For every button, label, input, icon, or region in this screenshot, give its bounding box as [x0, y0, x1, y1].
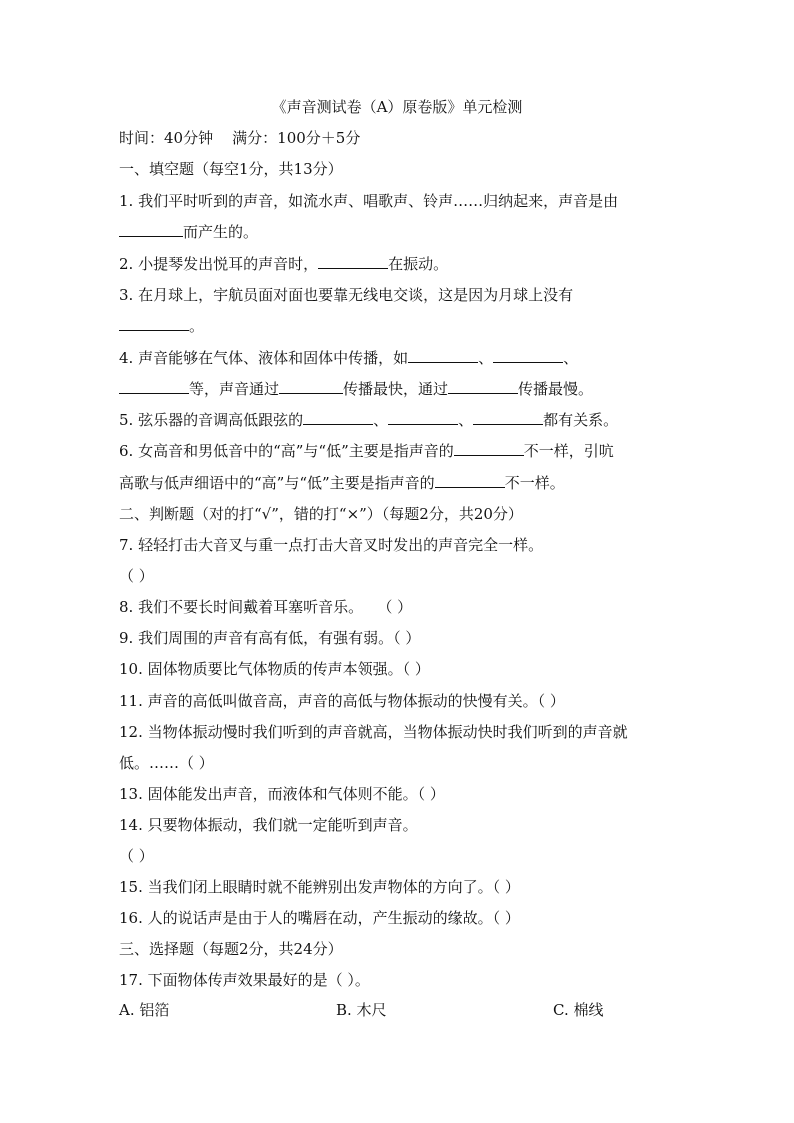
answer-blank[interactable]	[119, 316, 189, 331]
answer-parentheses[interactable]: （ ）	[393, 629, 421, 647]
answer-blank[interactable]	[493, 348, 563, 363]
answer-blank[interactable]	[279, 379, 343, 394]
time-label: 时间：40分钟	[119, 129, 214, 147]
question-6-line-1	[119, 441, 614, 461]
question-text: 15. 当我们闭上眼睛时就不能辨别出发声物体的方向了。	[119, 878, 493, 896]
question-text: 4. 声音能够在气体、液体和固体中传播，如	[119, 349, 409, 367]
answer-parentheses[interactable]: （ ）	[119, 847, 154, 865]
answer-blank[interactable]	[119, 222, 183, 237]
question-text: 不一样，引吭	[523, 442, 614, 460]
page-title: 《声音测试卷（A）原卷版》单元检测	[271, 98, 523, 116]
section-heading-fill-blank: 一、填空题（每空1分，共13分）	[119, 160, 343, 178]
question-12-line-2	[119, 753, 214, 773]
question-text: 8. 我们不要长时间戴着耳塞听音乐。	[119, 598, 364, 616]
question-9	[119, 628, 420, 648]
question-13	[119, 784, 445, 804]
answer-blank[interactable]	[435, 473, 505, 488]
question-text: 低。……	[119, 754, 180, 772]
question-text: 10. 固体物质要比气体物质的传声本领强。	[119, 660, 403, 678]
answer-blank[interactable]	[119, 379, 189, 394]
separator: 、	[563, 349, 579, 367]
answer-blank[interactable]	[448, 379, 518, 394]
question-4-line-2	[119, 379, 593, 399]
answer-blank[interactable]	[388, 410, 458, 425]
question-3-line-1: 3. 在月球上，宇航员面对面也要靠无线电交谈，这是因为月球上没有	[119, 286, 574, 304]
question-text: 5. 弦乐器的音调高低跟弦的	[119, 411, 304, 429]
option-a[interactable]: A. 铝箔	[119, 1001, 170, 1019]
answer-parentheses[interactable]: （ ）	[537, 692, 565, 710]
question-12-line-1: 12. 当物体振动慢时我们听到的声音就高，当物体振动快时我们听到的声音就	[119, 723, 628, 741]
separator: 、	[458, 411, 474, 429]
answer-parentheses[interactable]: （ ）	[492, 909, 520, 927]
answer-parentheses[interactable]: （ ）	[417, 785, 445, 803]
question-2	[119, 254, 448, 274]
question-17: 17. 下面物体传声效果最好的是（ ）。	[119, 971, 370, 989]
question-15	[119, 877, 520, 897]
question-text: 而产生的。	[183, 223, 259, 241]
question-text: 高歌与低声细语中的“高”与“低”主要是指声音的	[119, 474, 435, 492]
question-16	[119, 908, 520, 928]
question-1-line-1: 1. 我们平时听到的声音，如流水声、唱歌声、铃声……归纳起来，声音是由	[119, 192, 619, 210]
question-1-line-2	[119, 222, 258, 242]
question-4-line-1	[119, 348, 578, 368]
question-8	[119, 597, 412, 617]
question-text: 16. 人的说话声是由于人的嘴唇在动，产生振动的缘故。	[119, 909, 493, 927]
answer-parentheses[interactable]: （ ）	[377, 598, 413, 616]
answer-blank[interactable]	[473, 410, 543, 425]
answer-parentheses[interactable]: （ ）	[402, 660, 430, 678]
question-text: 6. 女高音和男低音中的“高”与“低”主要是指声音的	[119, 442, 454, 460]
score-label: 满分：100分＋5分	[232, 129, 361, 147]
exam-meta	[119, 128, 360, 148]
question-6-line-2	[119, 473, 565, 493]
question-3-line-2	[119, 316, 204, 336]
question-14: 14. 只要物体振动，我们就一定能听到声音。	[119, 816, 418, 834]
answer-parentheses[interactable]: （ ）	[492, 878, 520, 896]
section-heading-true-false: 二、判断题（对的打“√”，错的打“×”）（每题2分，共20分）	[119, 505, 523, 523]
question-text: 都有关系。	[543, 411, 619, 429]
question-5	[119, 410, 618, 430]
option-c[interactable]: C. 棉线	[553, 1001, 604, 1019]
answer-blank[interactable]	[454, 441, 524, 456]
question-text: 不一样。	[504, 474, 565, 492]
question-11	[119, 691, 565, 711]
answer-parentheses[interactable]: （ ）	[119, 567, 154, 585]
separator: 、	[373, 411, 389, 429]
question-text: 传播最慢。	[518, 380, 594, 398]
question-10	[119, 659, 430, 679]
question-text: 13. 固体能发出声音，而液体和气体则不能。	[119, 785, 418, 803]
question-text: 9. 我们周围的声音有高有低，有强有弱。	[119, 629, 394, 647]
question-text: 。	[189, 317, 205, 335]
option-b[interactable]: B. 木尺	[336, 1001, 387, 1019]
question-text: 等，声音通过	[189, 380, 280, 398]
answer-blank[interactable]	[303, 410, 373, 425]
question-7: 7. 轻轻打击大音叉与重一点打击大音叉时发出的声音完全一样。	[119, 536, 544, 554]
answer-blank[interactable]	[318, 254, 388, 269]
question-text: 传播最快，通过	[343, 380, 449, 398]
answer-blank[interactable]	[408, 348, 478, 363]
question-text: 在振动。	[388, 255, 449, 273]
separator: 、	[478, 349, 494, 367]
answer-parentheses[interactable]: （ ）	[179, 754, 214, 772]
section-heading-multiple-choice: 三、选择题（每题2分，共24分）	[119, 940, 343, 958]
question-text: 11. 声音的高低叫做音高，声音的高低与物体振动的快慢有关。	[119, 692, 538, 710]
question-text: 2. 小提琴发出悦耳的声音时，	[119, 255, 319, 273]
